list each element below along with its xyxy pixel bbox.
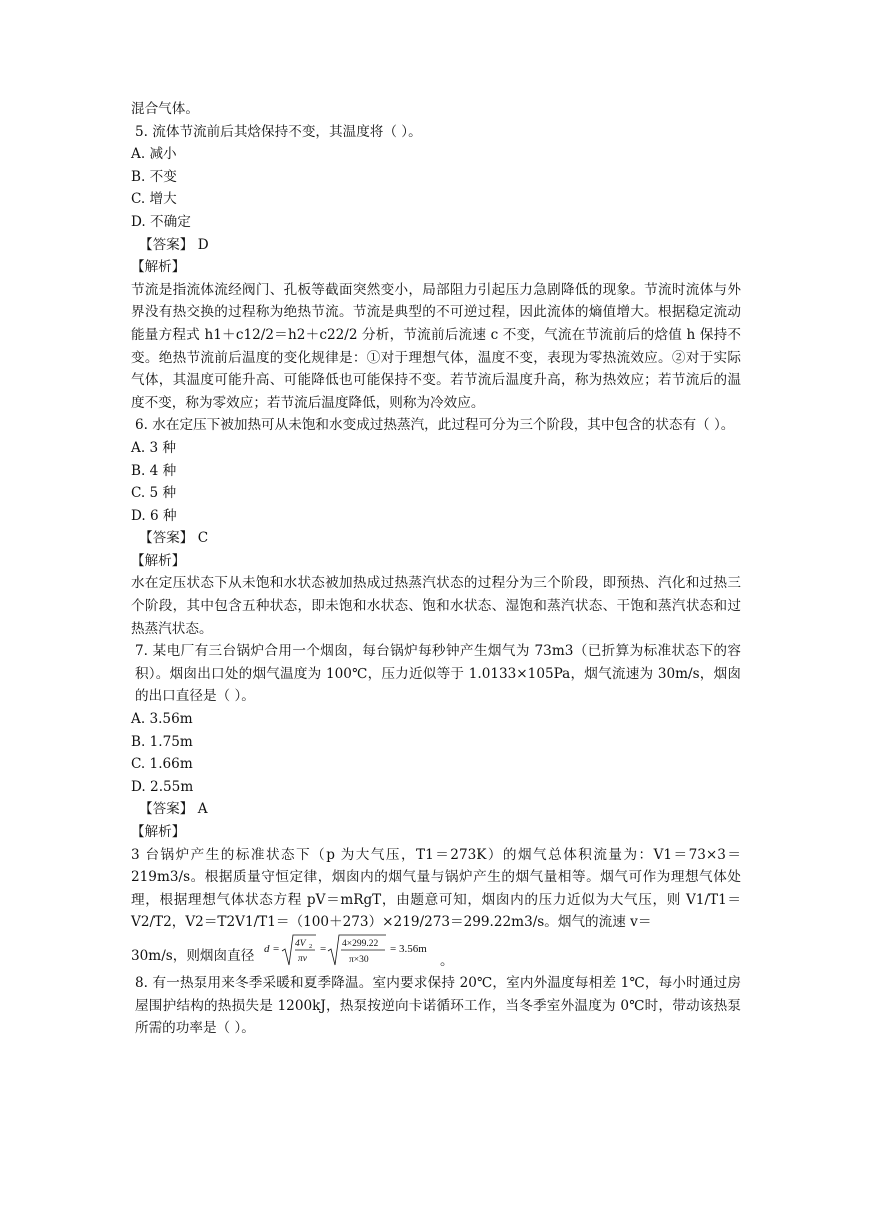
- question-5-stem: 5. 流体节流前后其焓保持不变，其温度将（ ）。: [135, 123, 422, 140]
- formula-line: [131, 934, 741, 972]
- question-5-option-d: D. 不确定: [131, 213, 191, 230]
- diameter-formula: [264, 932, 440, 968]
- formula-prefix: 30m/s，则烟囱直径: [131, 947, 255, 964]
- question-7-analysis: 3 台锅炉产生的标准状态下（p 为大气压，T1＝273K）的烟气总体积流量为：V1＝73×3＝219m3/s。根据质量守恒定律，烟囱内的烟气量与锅炉产生的烟气量相等。烟气可作为理想气体处理，根据理想气体状态方程 pV＝mRgT，由题意可知，烟囱内的压力近似为大气压，则 V1/T1＝V2/T2，V2＝T2V1/T1＝（100＋273）×219/273＝299.22m3/s。烟气的流速 v＝: [131, 846, 741, 931]
- formula-den1: πv: [298, 953, 307, 964]
- formula-suffix: 。: [440, 952, 454, 969]
- question-5-analysis: 节流是指流体流经阀门、孔板等截面突然变小，局部阻力引起压力急剧降低的现象。节流时流体与外界没有热交换的过程称为绝热节流。节流是典型的不可逆过程，因此流体的熵值增大。根据稳定流动能量方程式 h1＋c12/2＝h2＋c22/2 分析，节流前后流速 c 不变，气流在节流前后的焓值 h 保持不变。绝热节流前后温度的变化规律是：①对于理想气体，温度不变，表现为零热流效应。②对于实际气体，其温度可能升高、可能降低也可能保持不变。若节流后温度升高，称为热效应；若节流后的温度不变，称为零效应；若节流后温度降低，则称为冷效应。: [131, 281, 741, 411]
- document-page: [131, 98, 741, 1040]
- question-5-option-c: C. 增大: [131, 191, 177, 208]
- intro-line: 混合气体。: [131, 101, 199, 117]
- question-6-option-c: C. 5 种: [131, 485, 177, 502]
- formula-eq3: =: [390, 942, 397, 955]
- question-8-stem: 8. 有一热泵用来冬季采暖和夏季降温。室内要求保持 20℃，室内外温度每相差 1℃，每小时通过房屋围护结构的热损失是 1200kJ，热泵按逆向卡诺循环工作，当冬季室外温度为 0℃时，带动该热泵所需的功率是（ ）。: [135, 974, 741, 1037]
- question-6-analysis-label: 【解析】: [131, 552, 186, 569]
- question-5-analysis-label: 【解析】: [131, 259, 186, 276]
- question-7-stem: 7. 某电厂有三台锅炉合用一个烟囱，每台锅炉每秒钟产生烟气为 73m3（已折算为标准状态下的容积）。烟囱出口处的烟气温度为 100℃，压力近似等于 1.0133×105Pa，烟气流速为 30m/s，烟囱的出口直径是（ ）。: [135, 643, 741, 705]
- question-5-answer: 【答案】 D: [139, 236, 209, 253]
- formula-num2: 4×299.22: [342, 938, 379, 949]
- formula-eq2: =: [320, 942, 327, 955]
- question-5-option-b: B. 不变: [131, 168, 177, 185]
- formula-eq1: =: [273, 942, 280, 955]
- formula-den2: π×30: [349, 954, 369, 965]
- question-7-analysis-label: 【解析】: [131, 824, 186, 840]
- question-7-option-a: A. 3.56m: [131, 711, 193, 728]
- formula-result: 3.56m: [399, 942, 427, 955]
- question-6-option-a: A. 3 种: [131, 439, 177, 456]
- question-6-answer: 【答案】 C: [139, 530, 209, 547]
- question-7-option-c: C. 1.66m: [131, 756, 193, 773]
- question-5-option-a: A. 减小: [131, 146, 177, 163]
- formula-num1: 4V: [295, 938, 306, 949]
- question-7-option-b: B. 1.75m: [131, 733, 193, 750]
- question-7-answer: 【答案】 A: [139, 801, 208, 818]
- formula-sub1: 2: [309, 942, 313, 950]
- question-7-option-d: D. 2.55m: [131, 778, 194, 795]
- question-6-option-b: B. 4 种: [131, 462, 177, 479]
- formula-d: d: [264, 942, 270, 955]
- question-6-stem: 6. 水在定压下被加热可从未饱和水变成过热蒸汽，此过程可分为三个阶段，其中包含的状态有（ ）。: [135, 417, 735, 434]
- question-6-analysis: 水在定压状态下从未饱和水状态被加热成过热蒸汽状态的过程分为三个阶段，即预热、汽化和过热三个阶段，其中包含五种状态，即未饱和水状态、饱和水状态、湿饱和蒸汽状态、干饱和蒸汽状态和过热蒸汽状态。: [131, 575, 741, 637]
- question-6-option-d: D. 6 种: [131, 507, 177, 524]
